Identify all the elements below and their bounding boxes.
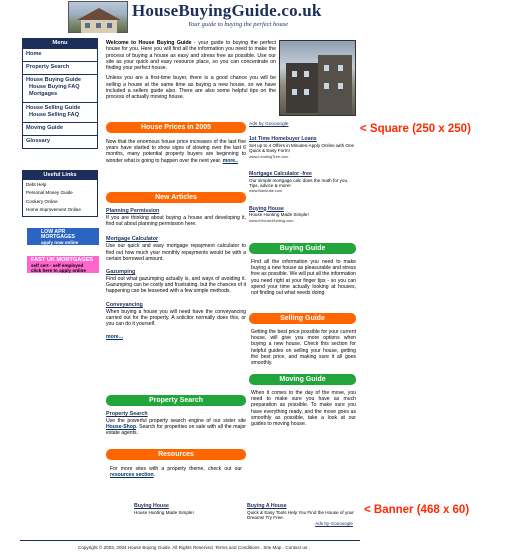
selling-guide-text: Getting the best price possible for your current house, will give you more options when buying a new house. Check this section for helpful guides on selling your house, getting the best price, and making sure it all goes smoothly.: [251, 329, 356, 367]
article-gazumping-text: Find out what gazumping actually is, and ways of avoiding it. Gazumping can be costly and frustrating, but the chances of it happening can be lessened with a few simple methods.: [106, 276, 246, 295]
selling-guide-section: [249, 313, 356, 366]
buying-guide-header[interactable]: Buying Guide: [249, 243, 356, 254]
menu-item-house-buying-faq[interactable]: House Buying FAQ: [29, 84, 80, 90]
site-logo-title[interactable]: HouseBuyingGuide.co.uk: [132, 1, 322, 20]
house-prices-header: House Prices in 2005: [106, 122, 246, 133]
moving-guide-section: [249, 374, 356, 427]
buying-guide-text: Find all the information you need to make buying a new house as pleasurable and stress free as possible. We will put all the information you need right at your finger tips - so you can spend your time actually looking at houses, not finding out what needs doing.: [251, 259, 356, 297]
header-house-image: [68, 1, 128, 33]
useful-link-home-improvement[interactable]: Home Improvement Online: [26, 207, 81, 213]
menu-item-glossary[interactable]: Glossary: [23, 135, 97, 148]
menu-group-selling: [23, 102, 97, 122]
resources-section: [106, 449, 246, 478]
menu-item-property-search[interactable]: Property Search: [23, 61, 97, 74]
property-search-text: Use the powerful property search engine of our sister site House-Shop. Search for properties on sale with all the major estate agents.: [106, 418, 246, 437]
useful-links-list: [23, 180, 97, 216]
ad-item[interactable]: Buying House House Hunting Made Simple! www.eHouseHunting.com: [249, 205, 309, 223]
article-conveyancing-text: When buying a house you will need have the conveyancing carried out for the property. A solicitor normally does this, or you can do it yourself.: [106, 308, 246, 328]
resources-header: Resources: [106, 449, 246, 460]
banner-ad-2[interactable]: Buying A House Quick & Easy Tools Help You Find the House of your Dreams! Try Free. Ads by Gooooogle: [247, 503, 359, 527]
menu-title: Menu: [23, 39, 97, 48]
new-articles-section: [106, 192, 246, 341]
house-shop-link[interactable]: House-Shop: [106, 424, 136, 431]
welcome-paragraph-2: Unless you are a first-time buyer, there is a good chance you will be selling a house at the same time as buying a new house, so we have included a sellers guide also. There are also some helpful tips on the process of actually moving house.: [106, 75, 276, 101]
banner-ads-by-google-link[interactable]: Ads by Gooooogle: [315, 520, 353, 526]
ad-item[interactable]: 1st Time Homebuyer Loans Set up to 4 Offers in Minutes-Apply Online with One Quick & Easy Form! www.LendingTree.com: [249, 136, 355, 159]
useful-link-debt-help[interactable]: Debt Help: [26, 182, 47, 187]
site-tagline: Your guide to buying the perfect house: [188, 21, 289, 28]
resources-text: For more sites with a property theme, check out our resources section.: [110, 466, 242, 479]
useful-links-title: Useful Links: [23, 171, 97, 180]
buying-guide-section: [249, 243, 356, 296]
property-search-header: Property Search: [106, 395, 246, 406]
footer-text: Copyright © 2003, 2004 House Buying Guide. All Rights Reserved. Terms and Conditions . Site Map . Contact us .: [78, 545, 310, 550]
menu-item-house-selling-faq[interactable]: House Selling FAQ: [29, 112, 80, 118]
banner-ad-1[interactable]: Buying House House Hunting Made Simple!: [134, 503, 194, 515]
ad-item[interactable]: Mortgage Calculator -free Our simple mortgage calc does the math for you. Tips, advice & more! www.Bankrate.com: [249, 170, 349, 194]
menu-item-house-buying-guide[interactable]: House Buying Guide: [26, 77, 82, 83]
banner-size-callout: < Banner (468 x 60): [364, 504, 470, 516]
property-search-section: [106, 395, 246, 437]
resources-section-link[interactable]: resources section: [110, 472, 154, 479]
menu-item-house-selling-guide[interactable]: House Selling Guide: [26, 105, 81, 111]
useful-link-cookery[interactable]: Cookery Online: [26, 198, 58, 204]
menu-item-home[interactable]: Home: [23, 48, 97, 61]
property-search-title-link[interactable]: Property Search: [106, 411, 148, 417]
article-planning-permission-text: If you are thinking about buying a house and developing it, find out about planning permission here.: [106, 215, 246, 228]
menu-item-moving-guide[interactable]: Moving Guide: [23, 122, 97, 135]
article-conveyancing-link[interactable]: Conveyancing: [106, 301, 143, 308]
site-header: [68, 0, 368, 34]
welcome-title: Welcome to House Buying Guide: [106, 40, 192, 46]
moving-guide-text: When it comes to the day of the move, you need to make sure you have as much preparation as possible. To make sure you have everything ready, and the move goes as smoothly as possible, take a look at our guides to moving house.: [251, 390, 356, 428]
square-size-callout: < Square (250 x 250): [360, 123, 471, 135]
menu-item-mortgages[interactable]: Mortgages: [29, 91, 58, 97]
ads-by-google-link[interactable]: Ads by Gooooogle: [249, 122, 289, 127]
welcome-text: Welcome to House Buying Guide - your guide to buying the perfect house for you. Here you will find all the information you need to make the process of buying a house as easy and stress free as possible. Use our site as your quick and easy resource place, so you can concentrate on finding your perfect house. Unless you are a first-time buyer, there is a good chance you will be selling a house at the same time as buying a new house, so we have included a sellers guide also. There are also some helpful tips on the process of actually moving house.: [106, 40, 276, 101]
article-planning-permission-link[interactable]: Planning Permission: [106, 208, 160, 214]
low-apr-mortgages-ad[interactable]: LOW APR MORTGAGES apply now online for fast approval: [27, 228, 99, 245]
footer-divider: [20, 540, 360, 541]
square-ad-block: [249, 122, 357, 223]
moving-guide-header[interactable]: Moving Guide: [249, 374, 356, 385]
house-prices-text: Now that the enormous house price increases of the last five years have started to show signs of slowing over the last 6 months, many potential property buyers are beginning to wonder what is going to happen over the next year. more..: [106, 139, 246, 164]
house-prices-more-link[interactable]: more..: [222, 157, 238, 164]
article-gazumping-link[interactable]: Gazumping: [106, 269, 136, 276]
fast-uk-mortgages-ad[interactable]: FAST UK MORTGAGES self cert - self employed click here to apply online: [27, 256, 99, 273]
selling-guide-header[interactable]: Selling Guide: [249, 313, 356, 324]
new-articles-header: New Articles: [106, 192, 246, 203]
useful-link-personal-money[interactable]: Personal Money Guide: [26, 190, 73, 196]
hero-house-image: [279, 40, 356, 116]
article-mortgage-calculator-link[interactable]: Mortgage Calculator: [106, 236, 159, 243]
article-mortgage-calculator-text: Use our quick and easy mortgage repayment calculator to find out how much your monthly repayments would be with a certain borrowed amount.: [106, 243, 246, 262]
useful-links-box: [22, 170, 98, 217]
new-articles-more-link[interactable]: more...: [106, 334, 124, 341]
house-prices-section: [106, 122, 246, 164]
menu-group-buying: [23, 74, 97, 102]
main-menu: [22, 38, 98, 149]
